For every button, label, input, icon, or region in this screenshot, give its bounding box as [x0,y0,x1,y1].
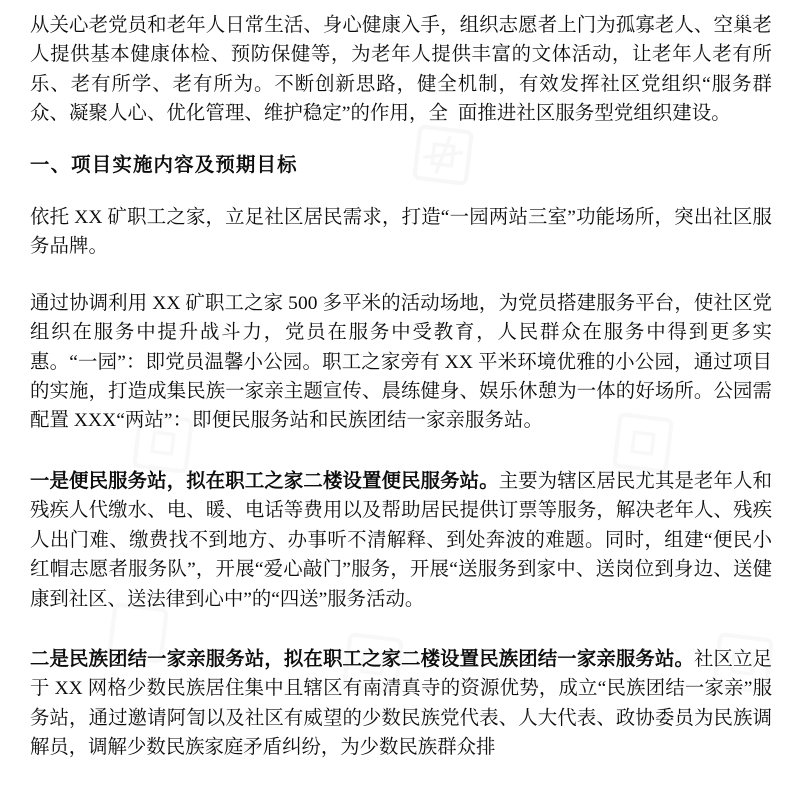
paragraph-3-lead: 一是便民服务站，拟在职工之家二楼设置便民服务站。 [30,470,499,492]
spacer [30,436,772,467]
spacer [30,614,772,645]
spacer [30,180,772,203]
spacer [30,262,772,289]
document-text-body [30,0,772,763]
paragraph-4-body: 社区立足于 XX 网格少数民族居住集中且辖区有南清真寺的资源优势，成立“民族团结一家亲”服务站，通过邀请阿訇以及社区有威望的少数民族党代表、人大代表、政协委员为民族调解员，调解少数民族家庭矛盾纠纷，为少数民族群众排 [30,648,773,759]
paragraph-3-body: 主要为辖区居民尤其是老年人和残疾人代缴水、电、暖、电话等费用以及帮助居民提供订票等服务，解决老年人、残疾人出门难、缴费找不到地方、办事听不清解释、到处奔波的难题。同时，组建“便民小红帽志愿者服务队”，开展“爱心敲门”服务，开展“送服务到家中、送岗位到身边、送健康到社区、送法律到心中”的“四送”服务活动。 [30,470,772,610]
paragraph-4-lead: 二是民族团结一家亲服务站，拟在职工之家二楼设置民族团结一家亲服务站。 [30,648,695,670]
paragraph-1: 依托 XX 矿职工之家，立足社区居民需求，打造“一园两站三室”功能场所，突出社区服务品牌。 [30,207,772,258]
section-heading-1: 一、项目实施内容及预期目标 [30,154,298,176]
paragraph-intro: 从关心老党员和老年人日常生活、身心健康入手，组织志愿者上门为孤寡老人、空巢老人提供基本健康体检、预防保健等，为老年人提供丰富的文体活动，让老年人老有所乐、老有所学、老有所为。不断创新思路，健全机制，有效发挥社区党组织“服务群众、凝聚人心、优化管理、维护稳定”的作用，全 面推进社区服务型党组织建设。 [30,15,772,125]
paragraph-4 [30,645,772,763]
paragraph-2: 通过协调利用 XX 矿职工之家 500 多平米的活动场地，为党员搭建服务平台，使社区党组织在服务中提升战斗力，党员在服务中受教育，人民群众在服务中得到更多实惠。“一园”：即党员温馨小公园。职工之家旁有 XX 平米环境优雅的小公园，通过项目的实施，打造成集民族一家亲主题宣传、晨练健身、娱乐休憩为一体的好场所。公园需配置 XXX“两站”：即便民服务站和民族团结一家亲服务站。 [30,292,772,432]
paragraph-3 [30,467,772,614]
